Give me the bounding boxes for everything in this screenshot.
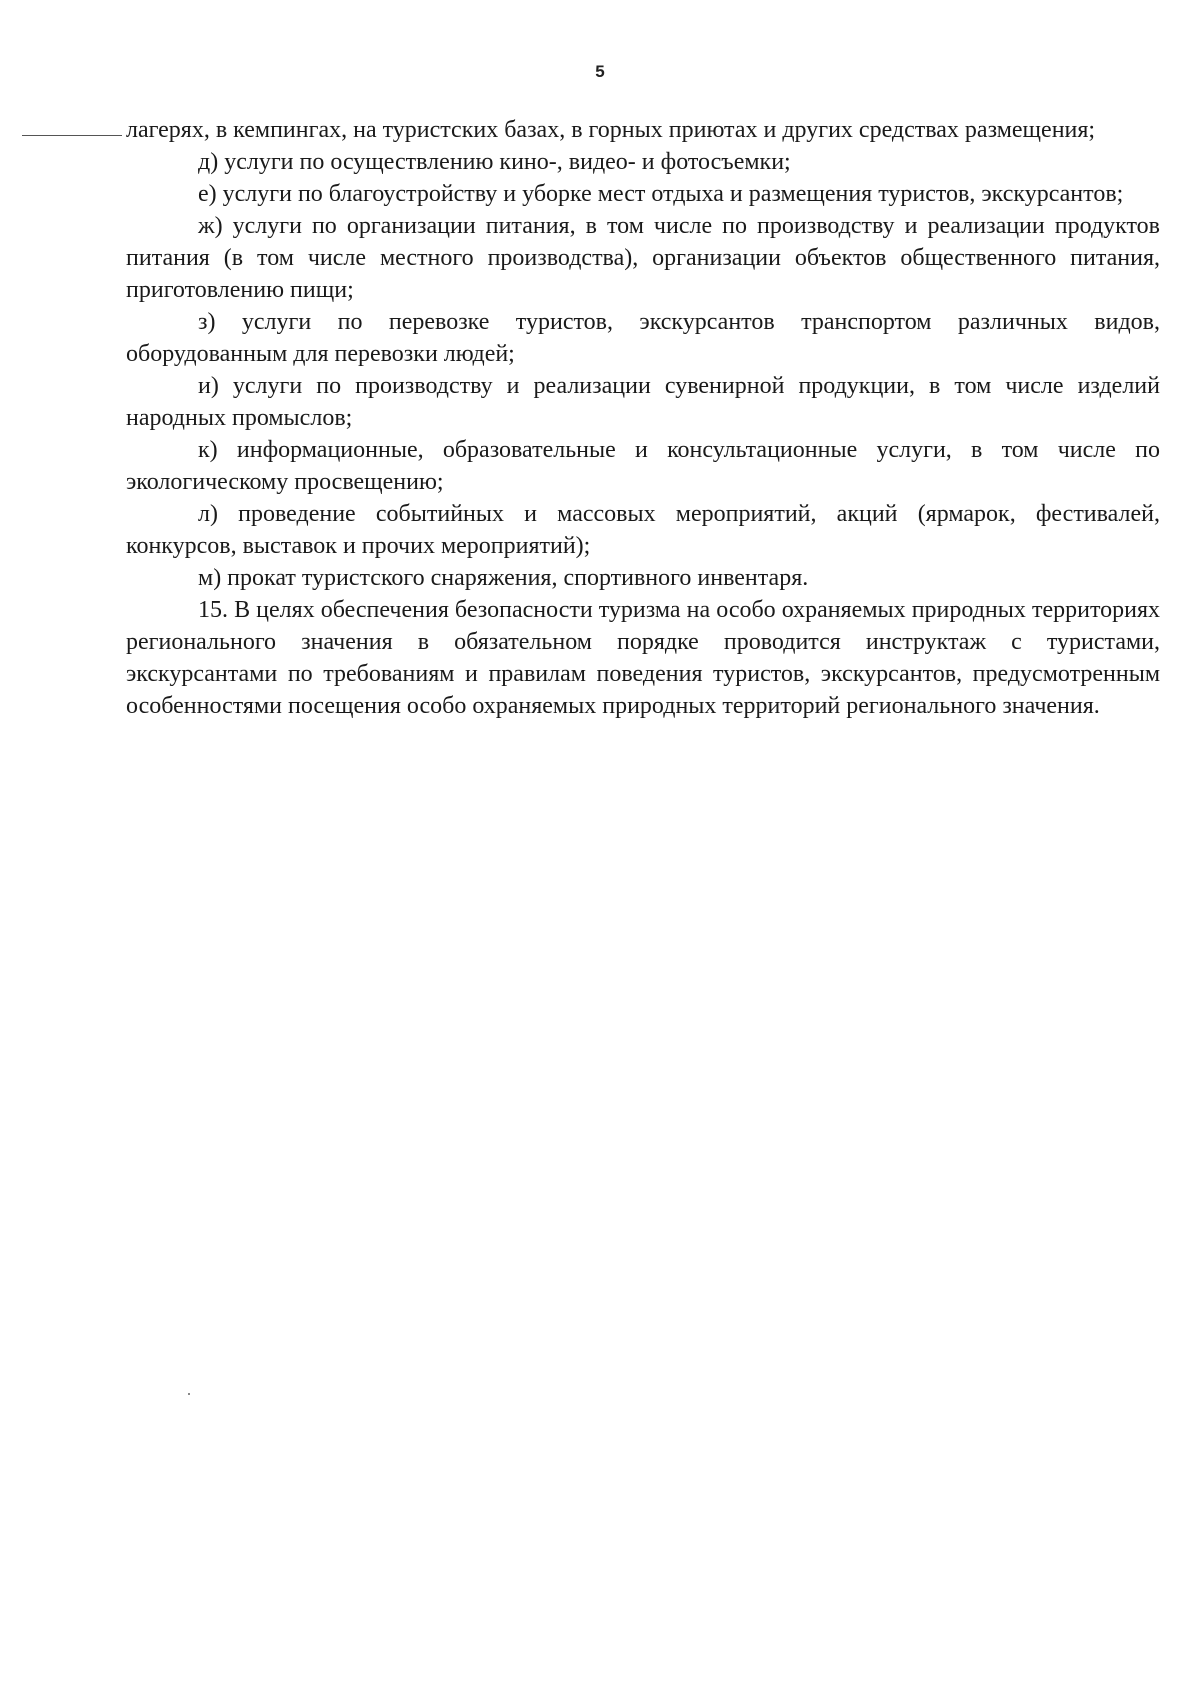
list-item-e: е) услуги по благоустройству и уборке мест отдыха и размещения туристов, экскурсантов; — [198, 181, 1124, 207]
list-item-i: и) услуги по производству и реализации сувенирной продукции, в том числе изделий народных промыслов; — [126, 373, 1160, 431]
margin-rule — [22, 135, 122, 136]
page-number: 5 — [595, 62, 605, 81]
scan-artifact-dot — [188, 1393, 190, 1395]
list-item-zh: ж) услуги по организации питания, в том числе по производству и реализации продуктов питания (в том числе местного производства), организации объектов общественного питания, приготовлению пищи; — [126, 213, 1160, 303]
list-item-k: к) информационные, образовательные и консультационные услуги, в том числе по экологическому просвещению; — [126, 437, 1160, 495]
clause-15: 15. В целях обеспечения безопасности туризма на особо охраняемых природных территориях регионального значения в обязательном порядке проводится инструктаж с туристами, экскурсантами по требованиям и правилам поведения туристов, экскурсантов, предусмотренным особенностями посещения особо охраняемых природных территорий регионального значения. — [126, 597, 1160, 719]
document-body — [126, 114, 1160, 722]
list-item-z: з) услуги по перевозке туристов, экскурсантов транспортом различных видов, оборудованным для перевозки людей; — [126, 309, 1160, 367]
list-item-d: д) услуги по осуществлению кино-, видео- и фотосъемки; — [198, 149, 791, 175]
list-item-m: м) прокат туристского снаряжения, спортивного инвентаря. — [198, 565, 809, 591]
list-item-l: л) проведение событийных и массовых мероприятий, акций (ярмарок, фестивалей, конкурсов, выставок и прочих мероприятий); — [126, 501, 1160, 559]
paragraph-continuation: лагерях, в кемпингах, на туристских базах, в горных приютах и других средствах размещения; — [126, 117, 1096, 143]
